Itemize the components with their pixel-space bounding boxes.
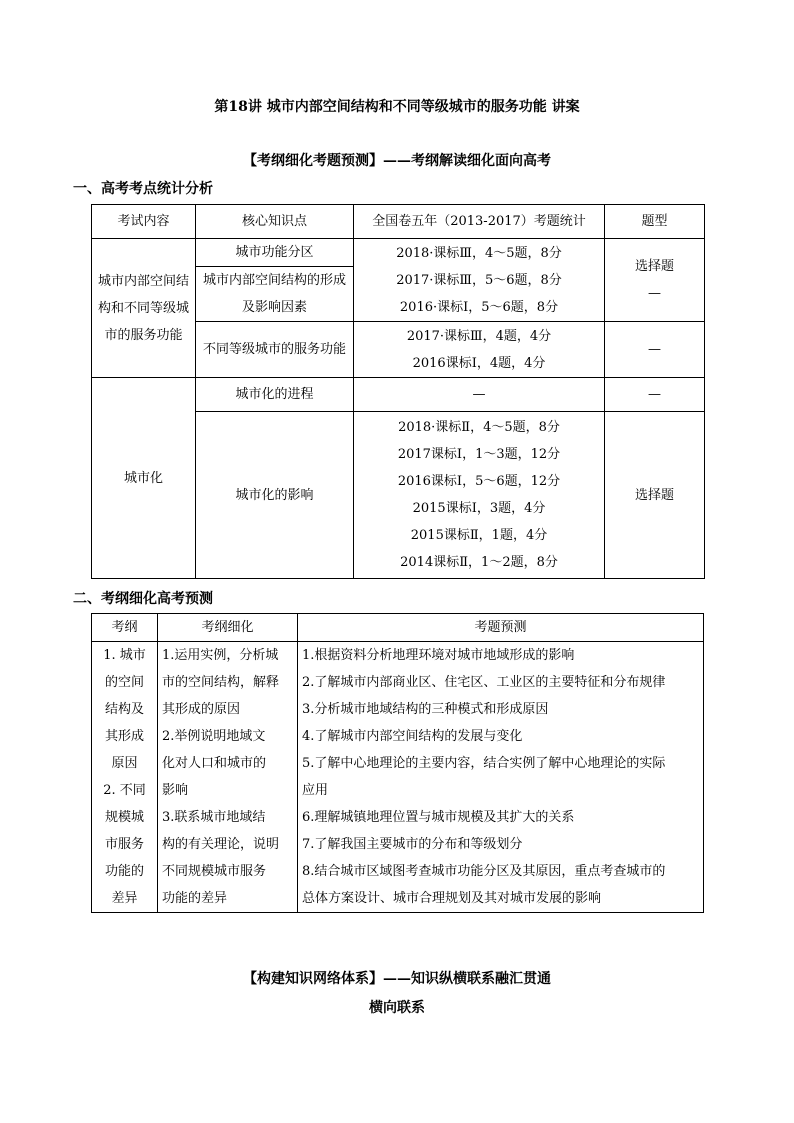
knowledge-cell: 城市功能分区 — [196, 239, 354, 267]
outline-line: 原因 — [111, 756, 138, 771]
stats-cell — [354, 322, 605, 378]
header-cell: 考纲细化 — [158, 614, 298, 642]
prediction-line: 8.结合城市区域图考查城市功能分区及其原因，重点考查城市的 — [302, 864, 666, 879]
header-cell: 题型 — [605, 205, 705, 239]
detail-line: 构的有关理论，说明 — [162, 837, 280, 852]
stats-line: 2016课标Ⅰ，4题，4分 — [412, 355, 546, 371]
stats-cell — [354, 412, 605, 579]
stats-line: 2018·课标Ⅲ，4～5题，8分 — [396, 245, 562, 261]
stats-line: 2017·课标Ⅲ，4题，4分 — [406, 328, 552, 344]
page-title: 第18讲 城市内部空间结构和不同等级城市的服务功能 讲案 — [214, 99, 580, 115]
header-cell: 核心知识点 — [196, 205, 354, 239]
prediction-line: 1.根据资料分析地理环境对城市地域形成的影响 — [302, 648, 575, 663]
knowledge-cell: 城市化的影响 — [196, 412, 354, 579]
detail-line: 市的空间结构，解释 — [162, 675, 280, 690]
prediction-line: 总体方案设计、城市合理规划及其对城市发展的影响 — [302, 891, 602, 906]
stats-line: 2018·课标Ⅱ，4～5题，8分 — [398, 420, 560, 435]
detail-cell — [158, 642, 298, 913]
detail-line: 影响 — [162, 783, 189, 798]
knowledge-line: 城市内部空间结构的形成 — [202, 273, 346, 288]
knowledge-line: 及影响因素 — [241, 300, 307, 315]
outline-line: 差异 — [111, 891, 138, 906]
header-cell: 考试内容 — [92, 205, 196, 239]
stats-cell: — — [354, 378, 605, 412]
knowledge-cell: 城市化的进程 — [196, 378, 354, 412]
outline-prediction-table — [91, 613, 704, 913]
detail-line: 不同规模城市服务 — [162, 864, 267, 879]
prediction-line: 7.了解我国主要城市的分布和等级划分 — [302, 837, 523, 852]
type-cell: — — [605, 378, 705, 412]
stats-line: 2016·课标Ⅰ，5～6题，8分 — [399, 299, 559, 315]
prediction-line: 应用 — [302, 783, 329, 798]
prediction-line: 2.了解城市内部商业区、住宅区、工业区的主要特征和分布规律 — [302, 675, 666, 690]
header-cell: 考题预测 — [298, 614, 704, 642]
outline-line: 规模城 — [104, 810, 144, 825]
prediction-line: 4.了解城市内部空间结构的发展与变化 — [302, 729, 523, 744]
content-cell — [92, 239, 196, 378]
outline-line: 其形成 — [104, 729, 144, 744]
type-cell: 选择题 — [605, 412, 705, 579]
type-cell: — — [605, 322, 705, 378]
outline-line: 结构及 — [104, 702, 144, 717]
outline-line: 的空间 — [104, 675, 144, 690]
knowledge-cell: 不同等级城市的服务功能 — [196, 322, 354, 378]
header-cell: 全国卷五年（2013-2017）考题统计 — [354, 205, 605, 239]
stats-line: 2015课标Ⅱ，1题，4分 — [410, 528, 548, 543]
outline-cell — [92, 642, 158, 913]
outline-line: 市服务 — [104, 837, 144, 852]
content-line: 市的服务功能 — [104, 327, 183, 343]
detail-line: 其形成的原因 — [162, 702, 241, 717]
prediction-line: 5.了解中心地理论的主要内容，结合实例了解中心地理论的实际 — [302, 756, 666, 771]
detail-line: 功能的差异 — [162, 891, 228, 906]
detail-line: 2.举例说明地域文 — [162, 729, 266, 744]
content-line: 构和不同等级城 — [97, 300, 189, 316]
section-header-network: 【构建知识网络体系】——知识纵横联系融汇贯通 — [243, 971, 551, 987]
subsection-title: 横向联系 — [369, 1000, 425, 1016]
prediction-line: 3.分析城市地域结构的三种模式和形成原因 — [302, 702, 549, 717]
outline-line: 功能的 — [104, 864, 144, 879]
section2-title: 二、考纲细化高考预测 — [73, 591, 213, 607]
detail-line: 3.联系城市地域结 — [162, 810, 266, 825]
stats-cell — [354, 239, 605, 322]
content-cell: 城市化 — [92, 378, 196, 579]
stats-line: 2015课标Ⅰ，3题，4分 — [412, 501, 546, 516]
type-line: 选择题 — [634, 259, 674, 274]
knowledge-cell — [196, 267, 354, 322]
type-line: — — [648, 286, 661, 301]
header-cell: 考纲 — [92, 614, 158, 642]
prediction-cell — [298, 642, 704, 913]
section1-title: 一、高考考点统计分析 — [73, 181, 213, 197]
exam-statistics-table — [91, 204, 705, 579]
stats-line: 2017课标Ⅰ，1～3题，12分 — [397, 447, 561, 462]
stats-line: 2017·课标Ⅲ，5～6题，8分 — [396, 272, 562, 288]
detail-line: 1.运用实例，分析城 — [162, 648, 279, 663]
prediction-line: 6.理解城镇地理位置与城市规模及其扩大的关系 — [302, 810, 575, 825]
section-header-outline: 【考纲细化考题预测】——考纲解读细化面向高考 — [243, 153, 551, 169]
outline-line: 2. 不同 — [103, 783, 146, 798]
stats-line: 2014课标Ⅱ，1～2题，8分 — [400, 555, 558, 570]
type-cell — [605, 239, 705, 322]
content-line: 城市内部空间结 — [97, 273, 189, 289]
outline-line: 1. 城市 — [103, 648, 146, 663]
detail-line: 化对人口和城市的 — [162, 756, 267, 771]
stats-line: 2016课标Ⅰ，5～6题，12分 — [397, 474, 561, 489]
